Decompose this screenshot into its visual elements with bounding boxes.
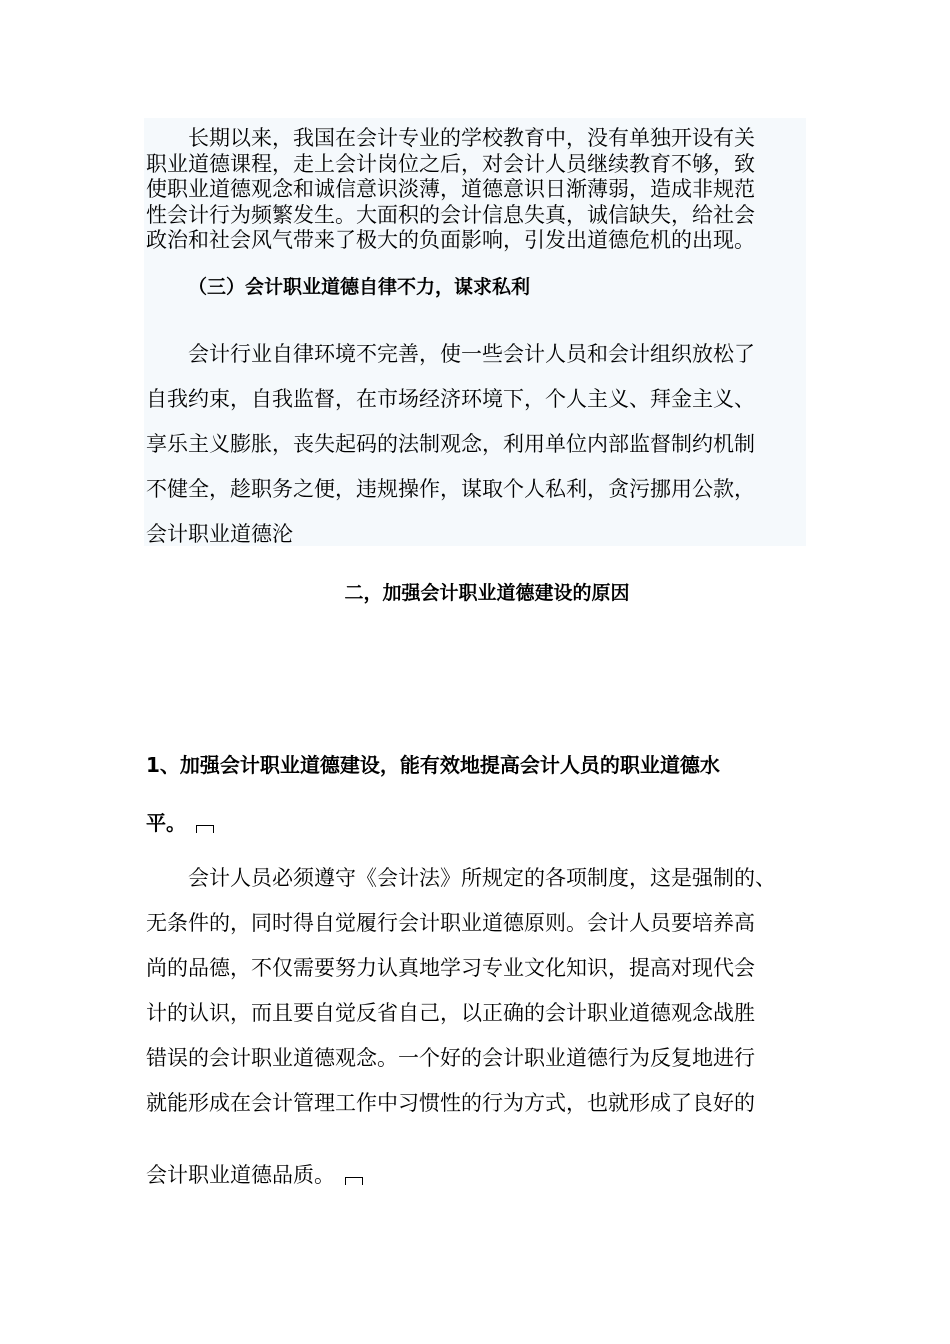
paragraph-mark-icon [196, 825, 214, 833]
point-1-final-line [146, 1160, 826, 1190]
text-line: 政治和社会风气带来了极大的负面影响，引发出道德危机的出现。 [146, 228, 755, 252]
text-line: 自我约束，自我监督，在市场经济环境下，个人主义、拜金主义、 [146, 387, 755, 411]
text-line: 会计行业自律环境不完善，使一些会计人员和会计组织放松了 [188, 342, 755, 366]
final-line-text: 会计职业道德品质。 [146, 1163, 335, 1187]
point-1-line-2-text: 平。 [146, 811, 186, 835]
point-1-heading [146, 736, 846, 852]
point-1-paragraph [146, 856, 826, 1126]
section-3-paragraph [146, 332, 806, 557]
paragraph-mark-icon [345, 1177, 363, 1185]
section-heading-2-text: 二，加强会计职业道德建设的原因 [344, 582, 630, 604]
text-line: 会计职业道德沦 [146, 522, 293, 546]
point-1-line-1: 1、加强会计职业道德建设，能有效地提高会计人员的职业道德水 [146, 753, 720, 777]
text-line: 尚的品德，不仅需要努力认真地学习专业文化知识，提高对现代会 [146, 956, 755, 980]
text-line: 不健全，趁职务之便，违规操作，谋取个人私利，贪污挪用公款， [146, 477, 755, 501]
text-line: 计的认识，而且要自觉反省自己，以正确的会计职业道德观念战胜 [146, 1001, 755, 1025]
point-1-line-2 [146, 794, 846, 852]
text-line: 错误的会计职业道德观念。一个好的会计职业道德行为反复地进行 [146, 1046, 755, 1070]
text-line: 长期以来，我国在会计专业的学校教育中，没有单独开设有关 [188, 126, 755, 150]
text-line: 使职业道德观念和诚信意识淡薄，道德意识日渐薄弱，造成非规范 [146, 177, 755, 201]
text-line: 职业道德课程，走上会计岗位之后，对会计人员继续教育不够，致 [146, 151, 755, 176]
text-line: 性会计行为频繁发生。大面积的会计信息失真，诚信缺失，给社会 [146, 202, 755, 227]
section-heading-2 [0, 578, 950, 605]
text-line: 会计人员必须遵守《会计法》所规定的各项制度，这是强制的、 [188, 866, 776, 890]
text-line: 就能形成在会计管理工作中习惯性的行为方式，也就形成了良好的 [146, 1091, 755, 1115]
subheading-3: （三）会计职业道德自律不力，谋求私利 [188, 276, 531, 298]
intro-paragraph [146, 126, 806, 254]
text-line: 无条件的，同时得自觉履行会计职业道德原则。会计人员要培养高 [146, 911, 755, 935]
text-line: 享乐主义膨胀，丧失起码的法制观念，利用单位内部监督制约机制 [146, 432, 755, 456]
